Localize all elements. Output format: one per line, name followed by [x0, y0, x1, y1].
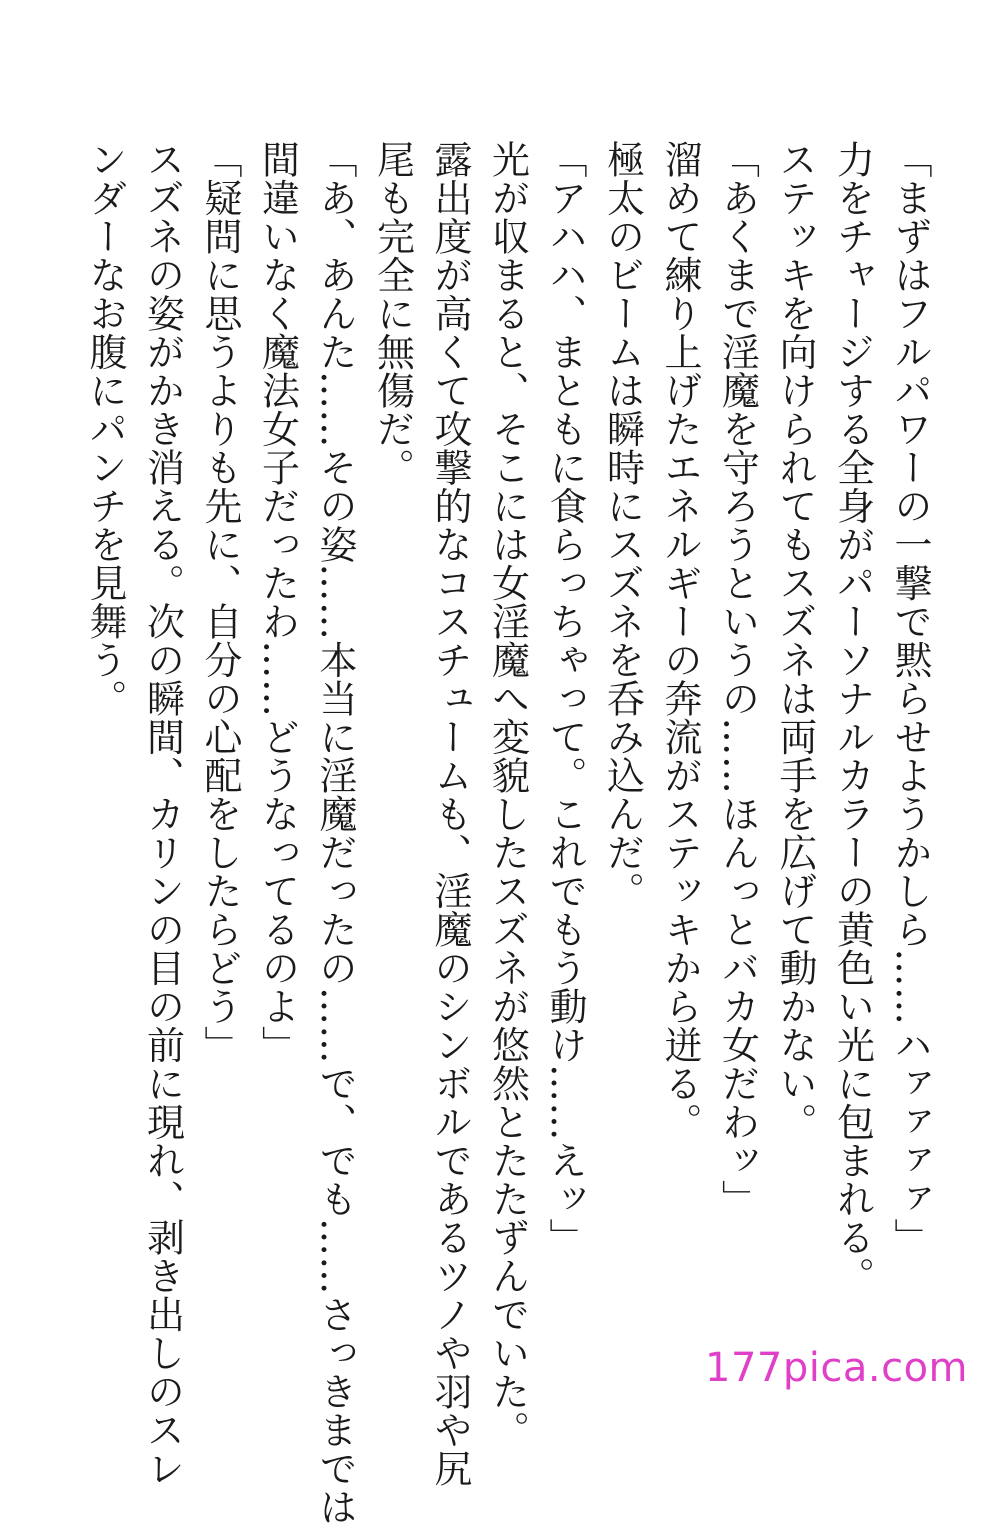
- text-line: ンダーなお腹にパンチを見舞う。: [83, 140, 127, 718]
- text-line: 尾も完全に無傷だ。: [370, 140, 415, 487]
- text-line: 「あ、あんた……その姿……本当に淫魔だったの……で、でも……さっきまでは: [313, 140, 357, 1526]
- vertical-text-body: [76, 140, 939, 1526]
- text-line: スズネの姿がかき消える。次の瞬間、カリンの目の前に現れ、剥き出しのスレ: [140, 140, 185, 1488]
- text-line: 極太のビームは瞬時にスズネを呑み込んだ。: [600, 140, 645, 910]
- text-line: 「あくまで淫魔を守ろうというの……ほんっとバカ女だわッ」: [715, 140, 760, 1218]
- text-line: 露出度が高くて攻撃的なコスチュームも、淫魔のシンボルであるツノや羽や尻: [428, 140, 472, 1488]
- text-line: 溜めて練り上げたエネルギーの奔流がステッキから迸る。: [658, 140, 702, 1141]
- text-line: 間違いなく魔法女子だったわ……どうなってるのよ」: [255, 140, 300, 1064]
- text-line: 「アハハ、まともに食らっちゃって。これでもう動け……えッ」: [543, 140, 587, 1257]
- watermark-text: 177pica.com: [705, 1345, 968, 1391]
- text-line: 「疑問に思うよりも先に、自分の心配をしたらどう」: [198, 140, 242, 1064]
- text-line: 光が収まると、そこには女淫魔へ変貌したスズネが悠然とたたずんでいた。: [485, 140, 530, 1449]
- text-line: 「まずはフルパワーの一撃で黙らせようかしら……ハァァァァ」: [888, 140, 932, 1257]
- text-line: ステッキを向けられてもスズネは両手を広げて動かない。: [773, 140, 817, 1141]
- text-line: 力をチャージする全身がパーソナルカラーの黄色い光に包まれる。: [830, 140, 875, 1295]
